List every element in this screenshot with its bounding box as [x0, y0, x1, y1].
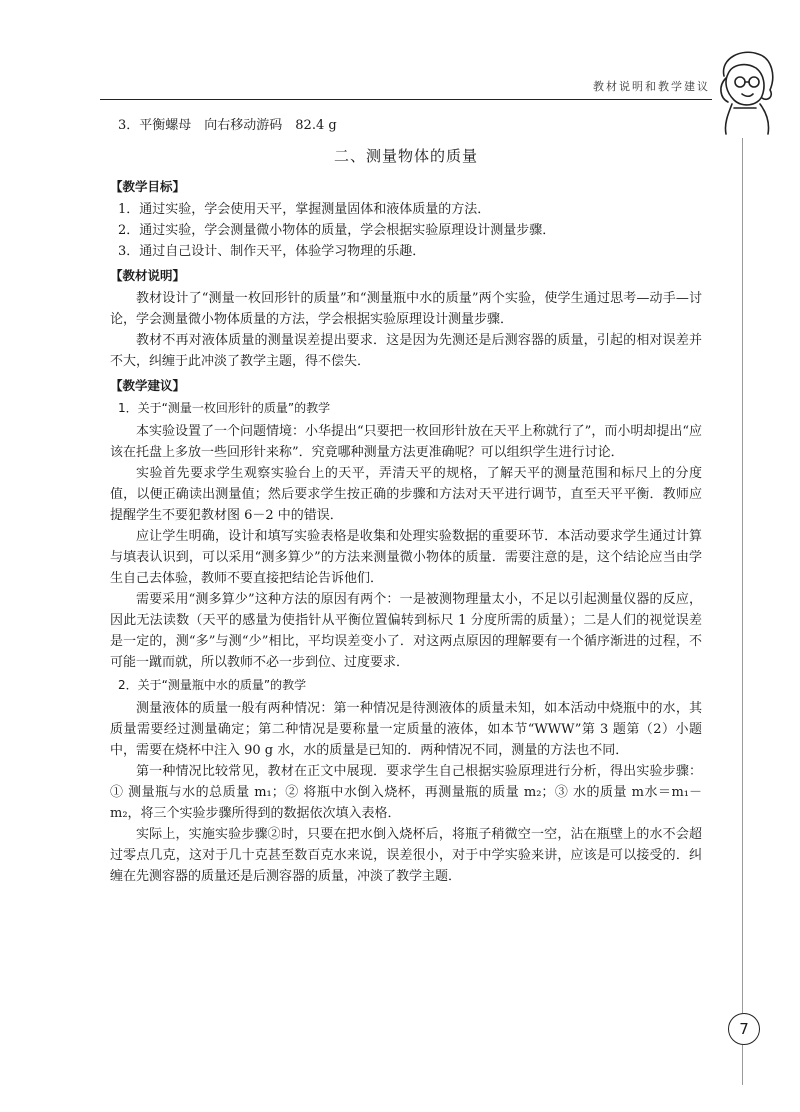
paragraph: 测量液体的质量一般有两种情况：第一种情况是待测液体的质量未知，如本活动中烧瓶中的水，其质量需要经过测量确定；第二种情况是要称量一定质量的液体，如本节“WWW”第 3 题第（2）小题中，需要在烧杯中注入 90 g 水，水的质量是已知的．两种情况不同，测量的方法也不同．: [110, 701, 702, 758]
goal-item: 1．通过实验，学会使用天平，掌握测量固体和液体质量的方法．: [118, 202, 491, 217]
page-body: [110, 110, 702, 887]
margin-line: [742, 138, 743, 1013]
section-title: 二、测量物体的质量: [333, 147, 478, 165]
header-rule: [100, 99, 712, 100]
paragraph: 教材设计了“测量一枚回形针的质量”和“测量瓶中水的质量”两个实验，使学生通过思考—动手—讨论，学会测量微小物体质量的方法，学会根据实验原理设计测量步骤．: [110, 291, 702, 327]
description-heading: 【教材说明】: [110, 268, 186, 283]
page-number: 7: [728, 1013, 760, 1045]
paragraph: 需要采用“测多算少”这种方法的原因有两个：一是被测物理量太小，不足以引起测量仪器的反应，因此无法读数（天平的感量为使指针从平衡位置偏转到标尺 1 分度所需的质量）；二是人们的视觉误差是一定的，测“多”与测“少”相比，平均误差变小了．对这两点原因的理解要有一个循序渐进的过程，不可能一蹴而就，所以教师不必一步到位、过度要求．: [110, 592, 702, 670]
running-header: 教材说明和教学建议: [593, 80, 710, 93]
paragraph: 第一种情况比较常见，教材在正文中展现．要求学生自己根据实验原理进行分析，得出实验步骤：① 测量瓶与水的总质量 m₁；② 将瓶中水倒入烧杯，再测量瓶的质量 m₂；③ 水的质量 m水＝m₁－m₂，将三个实验步骤所得到的数据依次填入表格．: [110, 764, 702, 821]
suggestions-heading: 【教学建议】: [110, 378, 186, 393]
goals-heading: 【教学目标】: [110, 179, 186, 194]
goal-item: 2．通过实验，学会测量微小物体的质量，学会根据实验原理设计测量步骤．: [118, 223, 556, 238]
cartoon-teacher-icon: [712, 46, 782, 136]
answer-line: 3．平衡螺母 向右移动游码 82.4 g: [118, 118, 337, 133]
paragraph: 实验首先要求学生观察实验台上的天平，弄清天平的规格，了解天平的测量范围和标尺上的分度值，以便正确读出测量值；然后要求学生按正确的步骤和方法对天平进行调节，直至天平平衡．教师应提醒学生不要犯教材图 6－2 中的错误．: [110, 466, 702, 523]
paragraph: 本实验设置了一个问题情境：小华提出“只要把一枚回形针放在天平上称就行了”，而小明却提出“应该在托盘上多放一些回形针来称”．究竟哪种测量方法更准确呢？可以组织学生进行讨论．: [110, 424, 702, 460]
paragraph: 实际上，实施实验步骤②时，只要在把水倒入烧杯后，将瓶子稍微空一空，沾在瓶壁上的水不会超过零点几克，这对于几十克甚至数百克水来说，误差很小，对于中学实验来讲，应该是可以接受的．纠缠在先测容器的质量还是后测容器的质量，冲淡了教学主题．: [110, 827, 702, 884]
subsection-title: 1．关于“测量一枚回形针的质量”的教学: [118, 401, 331, 415]
subsection-title: 2．关于“测量瓶中水的质量”的教学: [118, 678, 307, 692]
paragraph: 教材不再对液体质量的测量误差提出要求．这是因为先测还是后测容器的质量，引起的相对误差并不大，纠缠于此冲淡了教学主题，得不偿失．: [110, 333, 702, 369]
paragraph: 应让学生明确，设计和填写实验表格是收集和处理实验数据的重要环节．本活动要求学生通过计算与填表认识到，可以采用“测多算少”的方法来测量微小物体的质量．需要注意的是，这个结论应当由学生自己去体验，教师不要直接把结论告诉他们．: [110, 529, 702, 586]
goal-item: 3．通过自己设计、制作天平，体验学习物理的乐趣．: [118, 244, 426, 259]
margin-line-lower: [742, 1045, 743, 1085]
